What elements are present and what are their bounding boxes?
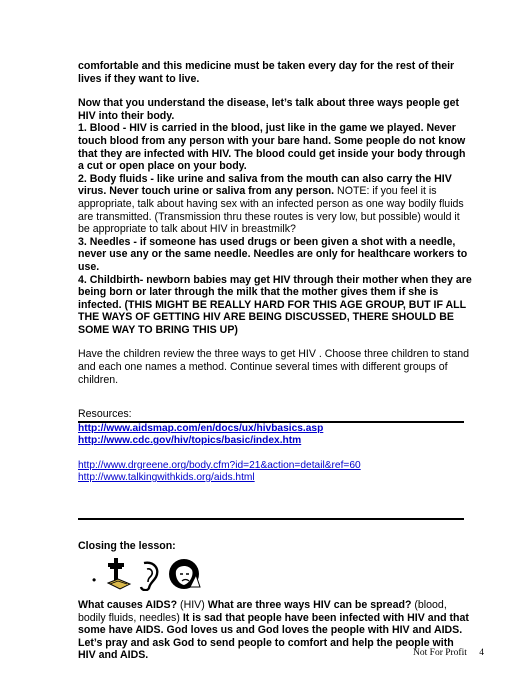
closing-prayer-statement: It is sad that people have been infected with HIV and that some have AIDS. God loves us and God loves the people with HIV and AIDS. Let’s pray and ask God to send people to comfort and help the people with HIV and AIDS. [78, 611, 469, 662]
cross-icon [108, 558, 124, 580]
review-instructions: Have the children review the three ways to get HIV . Choose three children to stand and each one names a method. Continue several times with different groups of children. [78, 348, 470, 386]
footer-label: Not For Profit [413, 648, 467, 658]
document-body [78, 60, 474, 662]
intro-transition: Now that you understand the disease, let’s talk about three ways people get HIV into their body. [78, 97, 460, 122]
resources-heading: Resources: [78, 408, 132, 421]
way-blood: 1. Blood - HIV is carried in the blood, just like in the game we played. Never touch blood from any person with your bare hand. Some people do not know that they are infected with HIV. The blood could get inside your body through a cut or open place on your body. [78, 122, 466, 173]
way-childbirth: 4. Childbirth- newborn babies may get HIV through their mother when they are being born or later through the milk that the mother gives them if she is infected. (THIS MIGHT BE REALLY HARD FOR THIS AGE GROUP, BUT IF ALL THE WAYS OF GETTING HIV ARE BEING DISCUSSED, THERE SHOULD BE SOME WAY TO BRING THIS UP) [78, 273, 472, 336]
resource-link-aidsmap[interactable]: http://www.aidsmap.com/en/docs/ux/hivbasics.asp [78, 422, 324, 434]
closing-icon-row [104, 557, 214, 591]
page-footer [403, 648, 484, 658]
resource-link-talkingwithkids[interactable]: http://www.talkingwithkids.org/aids.html [78, 472, 255, 484]
resource-link-cdc[interactable]: http://www.cdc.gov/hiv/topics/basic/index.htm [78, 435, 302, 447]
way-needles: 3. Needles - if someone has used drugs or been given a shot with a needle, never use any or the same needle. Needles are only for healthcare workers to use. [78, 235, 468, 273]
way-body-fluids [78, 173, 474, 236]
closing-heading: Closing the lesson: [78, 540, 176, 553]
answer-spread: (blood, bodily fluids, needles) [78, 599, 447, 624]
question-causes-aids: What causes AIDS? [78, 599, 178, 612]
question-spread: What are three ways HIV can be spread? [207, 599, 412, 612]
page-number: 4 [479, 648, 484, 658]
intro-continuation: comfortable and this medicine must be taken every day for the rest of their lives if they want to live. [78, 60, 455, 85]
closing-bullet: • [92, 573, 97, 588]
praying-face-icon [169, 559, 200, 589]
closing-icons [78, 557, 474, 591]
way-body-fluids-bold: 2. Body fluids - like urine and saliva from the mouth can also carry the HIV virus. Never touch urine or saliva from any person. [78, 172, 452, 198]
book-icon [108, 579, 130, 589]
ear-icon [141, 563, 157, 590]
resource-link-drgreene[interactable]: http://www.drgreene.org/body.cfm?id=21&action=detail&ref=60 [78, 459, 361, 471]
way-body-fluids-note: NOTE: if you feel it is appropriate, talk about having sex with an infected person as one way bodily fluids are transmitted. (Transmission thru these routes is very low, but possible) would it be appropriate to talk about HIV in breastmilk? [78, 185, 464, 236]
answer-causes-aids: (HIV) [177, 599, 208, 612]
